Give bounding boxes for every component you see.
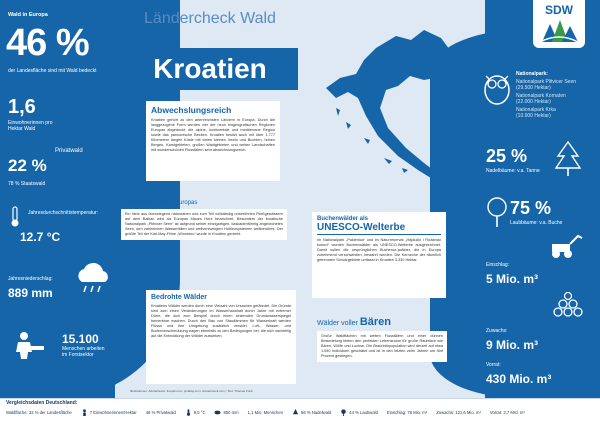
comparison-item [6, 410, 72, 415]
log-pile-icon [552, 292, 584, 318]
forest-percent: 46 % [6, 22, 89, 64]
card-variety-title: Abwechslungsreich [151, 105, 232, 115]
thermometer-small-icon [185, 409, 192, 416]
comparison-item [81, 409, 137, 416]
rain-cloud-icon [74, 262, 114, 296]
broadleaf-label: Laubbäume: v.a. Buche [510, 220, 563, 226]
card-unesco-text: Im Nationalpark „Paklenica“ und im Naturreservat „Hajdučki i Rožanski kukovi“ wurden Buchenwälder als UNESCO-Welterbe ausgezeichnet. Damit sollen die ursprünglichen Buchenur-)wälder, die in Europa zunehmend verschwinden, bewahrt werden. Die Kernzone der räumlich getrennten Schutzgebiete umfasst in Kroatien 3.330 Hektar. [317, 238, 441, 262]
card-bears-text: Große Waldflächen mit weiten Flusstälern und einer dünnen Besiedelung bieten den perfekten Lebensraum für große Raubtiere wie Bären, Wölfe und Luchse. Die Braunbärpopulation wird derzeit auf etwa 1.050 Individuen geschätzt und ist in den letzten zehn Jahren um fünf Prozent gestiegen. [321, 334, 443, 358]
card-unesco [312, 212, 446, 298]
temp-label: Jahresdurchschnittstemperatur: [28, 210, 99, 216]
comparison-text: 7 Einwohnerinnen/Hektar [89, 410, 137, 415]
card-threat [146, 290, 296, 384]
comparison-text: 56 % Nadelwald [301, 410, 332, 415]
comparison-text: Einschlag: 76 Mio. m³ [386, 410, 428, 415]
rain-value: 889 mm [8, 286, 53, 300]
comparison-item [185, 409, 206, 416]
credits: Illustrationen: Adobe/stock, freepik.com, pixabay.com, shutterstock.com | Text: Thomas Funk [130, 389, 253, 393]
comparison-item [490, 410, 525, 415]
croatia-map [306, 18, 496, 188]
card-variety-text: Kroatien gehört zu den artenreichsten Ländern in Europa. Durch die langgezogene Form werden vier der neun biogeografischen Regionen Europas abgedeckt: die alpine, kontinentale und mediterrane Region sowie das pannonische Becken. Kroatien besitzt auch mit über 1.777 Kilometern langen Küste mit vielen kleinen Inseln und Buchten, hohen Bergen, Karstgebieten, großen Waldgebieten und weiten Landschaften mit wunderschönen Flusstälern sehr abwechslungsreich. [151, 118, 275, 152]
sdw-logo-trees-icon [538, 18, 580, 44]
deciduous-tree-icon [486, 196, 508, 228]
per-capita-sub: Einwohnerinnen pro Hektar Wald [8, 120, 53, 132]
page-title: Kroatien [122, 48, 298, 90]
card-bears-title: Bären [359, 316, 391, 328]
comparison-item [248, 410, 283, 415]
forest-title: Wald in Europa [8, 12, 48, 18]
np-line-4: Nationalpark Krka [516, 107, 556, 113]
comparison-text: 9,5 °C [193, 410, 206, 415]
card-threat-text: Kroatiens Wälder werden durch eine Vielzahl von Ursachen gefährdet. Die Gründe sind zum einen Veränderungen im Wasserhaushalt durch Jahre mit extremer Dürre, die sich zum Beispiel durch einen sinkenden Grundwasserspiegel bemerkbar machen. Durch den Bau von Staudämmen für Wasserkraft werden Flüsse und ihre Umgebung zusätzlich zerstört. Luft-, Wasser- und Bodenverschmutzung tragen ebenfalls zu den Bedingungen bei, die sich nachteilig auf die Entwicklung der Wälder auswirken. [151, 304, 291, 338]
comparison-text: Waldfläche: 32 % der Landesfläche [6, 410, 72, 415]
deciduous-small-icon [340, 409, 347, 416]
card-bears [312, 312, 452, 392]
cloud-small-icon [214, 409, 221, 416]
comparison-item [436, 410, 481, 415]
person-icon [81, 409, 88, 416]
temp-value: 12.7 °C [20, 230, 61, 244]
comparison-item [340, 409, 378, 416]
card-unesco-title-small: Buchenwälder als [317, 216, 369, 222]
owl-icon [482, 70, 512, 106]
people-label: Menschen arbeiten im Forstsektor [62, 346, 105, 358]
np-line-1: (29.500 Hektar) [516, 85, 551, 91]
card-bears-title-wrap [317, 316, 447, 328]
np-line-3: (22.000 Hektar) [516, 99, 551, 105]
stock-label: Vorrat: [486, 362, 501, 368]
comparison-item [214, 409, 238, 416]
comparison-text: 850 mm [223, 410, 239, 415]
fir-tree-icon [554, 140, 582, 178]
private-value: 22 % [8, 156, 47, 175]
np-line-0: Nationalpark Plitvicer Seen [516, 79, 577, 85]
np-line-5: (10.900 Hektar) [516, 113, 551, 119]
comparison-text: Vorrat: 3,7 Mrd. m³ [489, 410, 525, 415]
supertitle: Ländercheck Wald [144, 10, 276, 27]
np-label: Nationalpark: [516, 71, 548, 77]
forest-percent-sub: der Landesfläche sind mit Wald bedeckt [8, 68, 97, 74]
comparison-item [146, 410, 176, 415]
card-unesco-title: UNESCO-Welterbe [317, 222, 441, 235]
fir-small-icon [292, 409, 299, 416]
forest-worker-icon [10, 330, 46, 360]
per-capita-value: 1,6 [8, 96, 36, 118]
card-bears-body [317, 331, 447, 362]
harvester-icon [548, 232, 584, 260]
card-heart-title-main: Blaues Herz [121, 196, 173, 206]
state-forest: 78 % Staatswald [8, 181, 46, 187]
people-value: 15.100 [62, 332, 99, 346]
sdw-logo-text: SDW [545, 3, 573, 17]
harvest-label: Einschlag: [486, 262, 510, 268]
thermometer-icon [8, 206, 22, 228]
harvest-value: 5 Mio. m³ [486, 272, 539, 286]
card-threat-title: Bedrohte Wälder [151, 294, 208, 301]
conifer-label: Nadelbäume: v.a. Tanne [486, 168, 540, 174]
card-variety [146, 101, 280, 181]
comparison-text: Zuwachs: 121,6 Mio. m³ [436, 410, 481, 415]
card-heart-text: Ein Netz aus überwiegend naturnahen und zum Teil vollständig unberührten Fließgewässern auf dem Balkan wird als Europas blaues Herz bezeichnet. Besonders der kroatische Nationalpark „Plitvicer Seen“ ist aufgrund seiner einzigartigen, kaskadenförmig angeordneten Seen, den zahlreichen Wasserfällen und weitverzweigten Höhlensystemen weltberühmt. Der größte Teil der Karl-May-Filme „Winnetou“ wurde in Kroatien gedreht. [125, 212, 283, 236]
comparison-text: 48 % Privatwald [145, 410, 176, 415]
private-label: Privatwald [55, 148, 83, 154]
comparison-item [292, 409, 331, 416]
np-line-2: Nationalpark Kornaten [516, 93, 566, 99]
card-heart [116, 192, 292, 278]
rain-label: Jahresniederschlag: [8, 276, 53, 282]
stock-value: 430 Mio. m³ [486, 372, 552, 386]
card-bears-title-small: Wälder voller [317, 320, 358, 327]
growth-value: 9 Mio. m³ [486, 338, 539, 352]
card-heart-title-suffix: Europas [175, 200, 198, 206]
comparison-item [387, 410, 427, 415]
card-heart-title [121, 196, 287, 206]
comparison-text: 44 % Laubwald [349, 410, 378, 415]
comparison-row [6, 409, 596, 416]
conifer-value: 25 % [486, 146, 528, 166]
card-heart-body [121, 209, 287, 240]
growth-label: Zuwachs: [486, 328, 508, 334]
comparison-text: 1,1 Mio. Menschen [247, 410, 284, 415]
comparison-title: Vergleichsdaten Deutschland: [6, 400, 78, 406]
broadleaf-value: 75 % [510, 198, 552, 218]
